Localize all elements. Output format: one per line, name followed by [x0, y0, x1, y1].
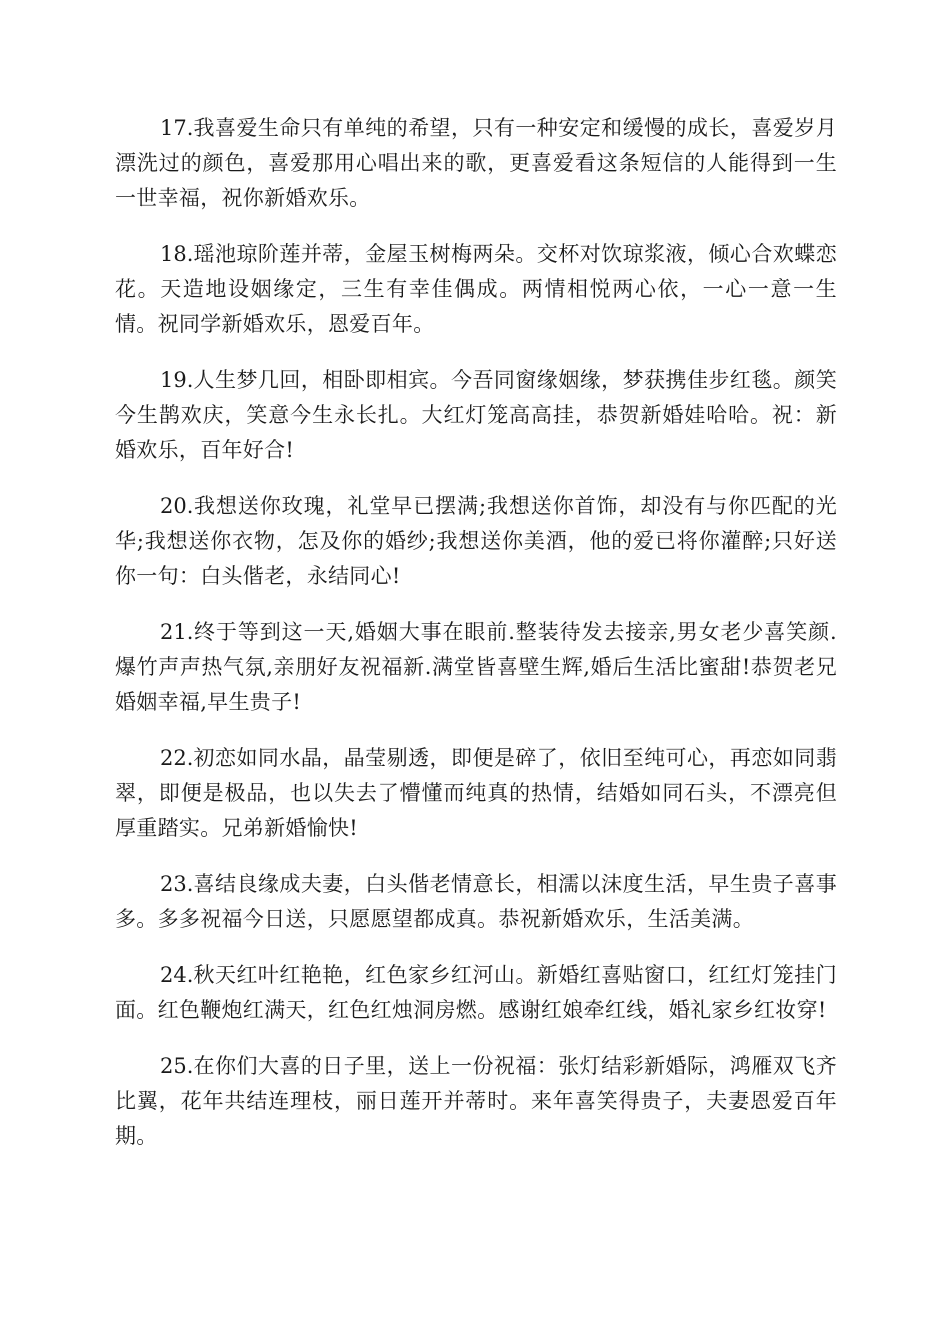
paragraph-text: 喜结良缘成夫妻，白头偕老情意长，相濡以沫度生活，早生贵子喜事多。多多祝福今日送，只愿愿望都成真。恭祝新婚欢乐，生活美满。 — [115, 872, 837, 931]
paragraph-text: 我喜爱生命只有单纯的希望，只有一种安定和缓慢的成长，喜爱岁月漂洗过的颜色，喜爱那用心唱出来的歌，更喜爱看这条短信的人能得到一生一世幸福，祝你新婚欢乐。 — [115, 116, 837, 210]
paragraph-number: 22. — [160, 746, 194, 770]
paragraph-number: 25. — [160, 1054, 194, 1078]
paragraph-number: 24. — [160, 963, 194, 987]
paragraph-text: 在你们大喜的日子里，送上一份祝福：张灯结彩新婚际，鸿雁双飞齐比翼，花年共结连理枝，丽日莲开并蒂时。来年喜笑得贵子，夫妻恩爱百年期。 — [115, 1054, 837, 1148]
paragraph-20 — [115, 489, 837, 594]
paragraph-number: 17. — [160, 116, 194, 140]
paragraph-24 — [115, 958, 837, 1028]
paragraph-number: 20. — [160, 494, 194, 518]
paragraph-22 — [115, 741, 837, 846]
paragraph-19 — [115, 363, 837, 468]
paragraph-text: 终于等到这一天,婚姻大事在眼前.整装待发去接亲,男女老少喜笑颜.爆竹声声热气氛,亲朋好友祝福新.满堂皆喜壁生辉,婚后生活比蜜甜!恭贺老兄婚姻幸福,早生贵子! — [115, 620, 837, 714]
paragraph-23 — [115, 867, 837, 937]
document-body — [115, 111, 837, 1175]
paragraph-21 — [115, 615, 837, 720]
paragraph-text: 人生梦几回，相卧即相宾。今吾同窗缘姻缘，梦获携佳步红毯。颜笑今生鹊欢庆，笑意今生永长扎。大红灯笼高高挂，恭贺新婚娃哈哈。祝：新婚欢乐，百年好合! — [115, 368, 837, 462]
paragraph-number: 21. — [160, 620, 194, 644]
paragraph-18 — [115, 237, 837, 342]
paragraph-17 — [115, 111, 837, 216]
paragraph-number: 19. — [160, 368, 194, 392]
paragraph-number: 23. — [160, 872, 194, 896]
paragraph-text: 初恋如同水晶，晶莹剔透，即便是碎了，依旧至纯可心，再恋如同翡翠，即便是极品，也以失去了懵懂而纯真的热情，结婚如同石头，不漂亮但厚重踏实。兄弟新婚愉快! — [115, 746, 837, 840]
paragraph-text: 瑶池琼阶莲并蒂，金屋玉树梅两朵。交杯对饮琼浆液，倾心合欢蝶恋花。天造地设姻缘定，三生有幸佳偶成。两情相悦两心依，一心一意一生情。祝同学新婚欢乐，恩爱百年。 — [115, 242, 837, 336]
paragraph-text: 我想送你玫瑰，礼堂早已摆满;我想送你首饰，却没有与你匹配的光华;我想送你衣物，怎及你的婚纱;我想送你美酒，他的爱已将你灌醉;只好送你一句：白头偕老，永结同心! — [115, 494, 837, 588]
paragraph-text: 秋天红叶红艳艳，红色家乡红河山。新婚红喜贴窗口，红红灯笼挂门面。红色鞭炮红满天，红色红烛洞房燃。感谢红娘牵红线，婚礼家乡红妆穿! — [115, 963, 837, 1022]
paragraph-25 — [115, 1049, 837, 1154]
paragraph-number: 18. — [160, 242, 194, 266]
